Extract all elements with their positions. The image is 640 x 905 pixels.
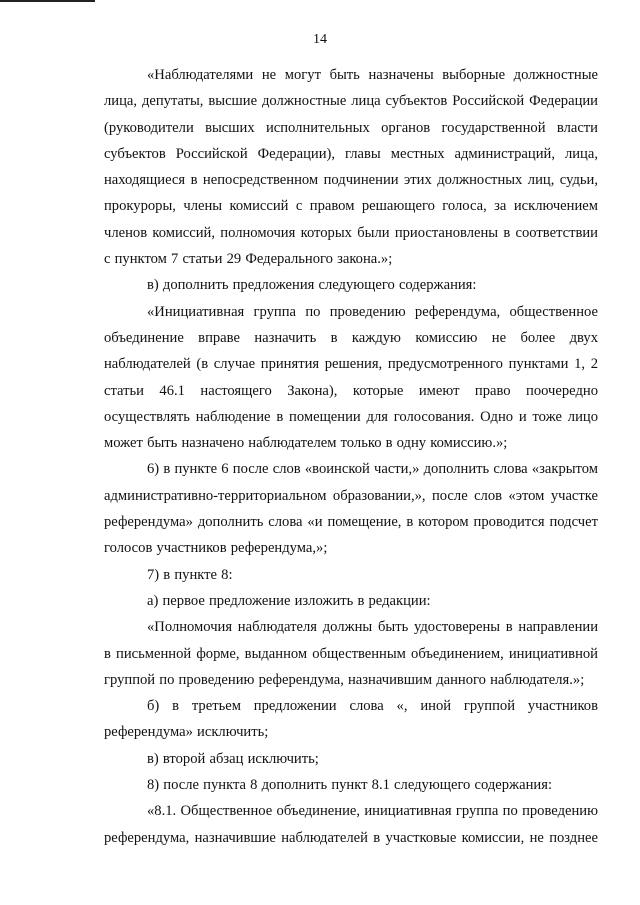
page-number: 14: [313, 32, 327, 47]
paragraph-item-7: 7) в пункте 8:: [147, 566, 233, 583]
paragraph-item-v-add-sentences: в) дополнить предложения следующего содержания:: [147, 277, 477, 294]
paragraph-8-1: «8.1. Общественное объединение, инициативная группа по проведению референдума, назначившие наблюдателей в участковые комиссии, не позднее: [104, 803, 598, 846]
paragraph-item-v-second: в) второй абзац исключить;: [147, 750, 319, 767]
paragraph-observers-restriction: «Наблюдателями не могут быть назначены выборные должностные лица, депутаты, высшие должностные лица субъектов Российской Федерации (руководители высших исполнительных органов государственной власти субъектов Российской Федерации), главы местных администраций, лица, находящиеся в непосредственном подчинении этих должностных лиц, судьи, прокуроры, члены комиссий с правом решающего голоса, за исключением членов комиссий, полномочия которых были приостановлены в соответствии с пунктом 7 статьи 29 Федерального закона.»;: [104, 67, 598, 268]
top-rule: [0, 0, 95, 2]
paragraph-item-a: а) первое предложение изложить в редакции:: [147, 592, 431, 609]
paragraph-item-8: 8) после пункта 8 дополнить пункт 8.1 следующего содержания:: [147, 777, 553, 794]
paragraph-item-6: 6) в пункте 6 после слов «воинской части,» дополнить слова «закрытом административно-территориальном образовании,», после слов «этом участке референдума» дополнить слова «и помещение, в котором проводится подсчет голосов участников референдума,»;: [104, 461, 598, 557]
paragraph-observer-powers: «Полномочия наблюдателя должны быть удостоверены в направлении в письменной форме, выданном общественным объединением, инициативной группой по проведению референдума, назначившим данного наблюдателя.»;: [104, 619, 598, 688]
paragraph-item-b: б) в третьем предложении слова «, иной группой участников референдума» исключить;: [104, 698, 598, 741]
paragraph-initiative-group: «Инициативная группа по проведению референдума, общественное объединение вправе назначить в каждую комиссию не более двух наблюдателей (в случае принятия решения, предусмотренного пунктами 1, 2 статьи 46.1 настоящего Закона), которые имеют право поочередно осуществлять наблюдение в помещении для голосования. Одно и тоже лицо может быть назначено наблюдателем только в одну комиссию.»;: [104, 303, 598, 452]
document-body: [104, 62, 598, 851]
